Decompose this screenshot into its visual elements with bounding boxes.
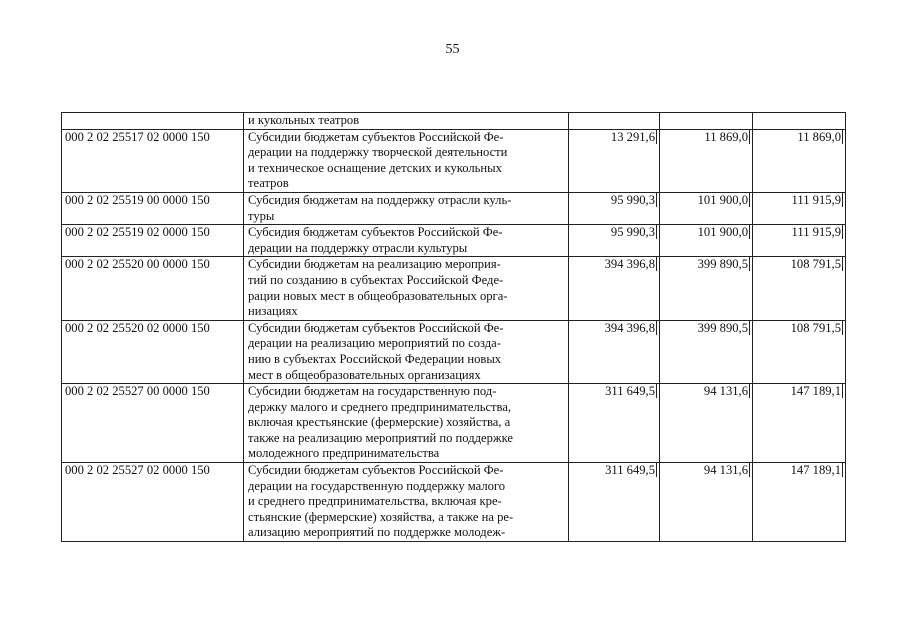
- code-cell: 000 2 02 25517 02 0000 150: [62, 129, 244, 192]
- description-line: и техническое оснащение детских и кукольных: [248, 160, 502, 175]
- value-cell: [753, 463, 846, 542]
- table-row: [62, 463, 846, 542]
- description-cell: [244, 320, 569, 383]
- description-line: дерации на поддержку отрасли культуры: [248, 240, 468, 255]
- table-row: [62, 320, 846, 383]
- value-cell: [569, 192, 660, 224]
- description-line: Субсидии бюджетам на государственную под-: [248, 384, 497, 399]
- table-row: [62, 257, 846, 320]
- description-line: театров: [248, 176, 289, 191]
- value-cell: [660, 113, 753, 130]
- value-cell: [753, 113, 846, 130]
- value-text: 95 990,3: [610, 192, 655, 207]
- code-cell: 000 2 02 25520 00 0000 150: [62, 257, 244, 320]
- code-cell: 000 2 02 25527 02 0000 150: [62, 463, 244, 542]
- table-row: [62, 192, 846, 224]
- description-line: также на реализацию мероприятий по поддержке: [248, 430, 513, 445]
- value-cell: [660, 192, 753, 224]
- value-cell: [753, 384, 846, 463]
- value-cell: [660, 129, 753, 192]
- value-text: 95 990,3: [610, 225, 655, 240]
- value-cell: [753, 192, 846, 224]
- description-line: низациях: [248, 304, 298, 319]
- value-text: 311 649,5: [605, 463, 655, 478]
- description-line: Субсидии бюджетам субъектов Российской Фе-: [248, 129, 504, 144]
- value-cell: [569, 129, 660, 192]
- value-cell: [569, 384, 660, 463]
- value-text: 108 791,5: [790, 320, 841, 335]
- value-cell: [753, 257, 846, 320]
- description-line: дерации на реализацию мероприятий по созда-: [248, 336, 501, 351]
- value-cell: [660, 225, 753, 257]
- value-cell: [753, 129, 846, 192]
- value-cell: [660, 257, 753, 320]
- value-cell: [569, 225, 660, 257]
- code-cell: 000 2 02 25527 00 0000 150: [62, 384, 244, 463]
- value-cell: [660, 384, 753, 463]
- description-cell: [244, 192, 569, 224]
- value-cell: [569, 257, 660, 320]
- value-cell: [569, 463, 660, 542]
- description-line: дерации на поддержку творческой деятельности: [248, 145, 508, 160]
- value-text: 108 791,5: [790, 257, 841, 272]
- code-cell: 000 2 02 25519 00 0000 150: [62, 192, 244, 224]
- description-line: включая крестьянские (фермерские) хозяйства, а: [248, 415, 511, 430]
- description-line: Субсидии бюджетам субъектов Российской Фе-: [248, 463, 504, 478]
- description-line: стьянские (фермерские) хозяйства, а также на ре-: [248, 509, 514, 524]
- value-text: 94 131,6: [703, 463, 748, 478]
- value-text: 111 915,9: [791, 225, 841, 240]
- value-cell: [569, 320, 660, 383]
- value-text: 147 189,1: [790, 384, 841, 399]
- value-cell: [660, 320, 753, 383]
- description-line: Субсидии бюджетам субъектов Российской Фе-: [248, 320, 504, 335]
- description-line: Субсидии бюджетам на реализацию мероприя-: [248, 257, 501, 272]
- budget-table: [61, 112, 846, 542]
- description-line: Субсидия бюджетам на поддержку отрасли куль-: [248, 192, 512, 207]
- value-text: 111 915,9: [791, 192, 841, 207]
- description-cell: [244, 463, 569, 542]
- description-line: тий по созданию в субъектах Российской Феде-: [248, 272, 504, 287]
- value-cell: [753, 320, 846, 383]
- page-number: 55: [445, 42, 460, 57]
- description-line: рации новых мест в общеобразовательных орга-: [248, 288, 508, 303]
- value-text: 147 189,1: [790, 463, 841, 478]
- description-line: и среднего предпринимательства, включая кре-: [248, 494, 502, 509]
- description-cell: [244, 257, 569, 320]
- value-text: 11 869,0: [704, 129, 748, 144]
- value-cell: [569, 113, 660, 130]
- description-line: ализацию мероприятий по поддержке молодеж-: [248, 525, 506, 540]
- code-cell: 000 2 02 25519 02 0000 150: [62, 225, 244, 257]
- table-body: [62, 113, 846, 542]
- code-cell: 000 2 02 25520 02 0000 150: [62, 320, 244, 383]
- description-line: нию в субъектах Российской Федерации новых: [248, 351, 502, 366]
- description-cell: [244, 113, 569, 130]
- description-cell: [244, 225, 569, 257]
- value-text: 399 890,5: [697, 257, 748, 272]
- description-line: мест в общеобразовательных организациях: [248, 367, 481, 382]
- value-cell: [660, 463, 753, 542]
- description-line: молодежного предпринимательства: [248, 446, 440, 461]
- value-text: 394 396,8: [604, 257, 655, 272]
- table-row: [62, 129, 846, 192]
- value-text: 11 869,0: [797, 129, 841, 144]
- value-text: 101 900,0: [697, 192, 748, 207]
- description-line: Субсидия бюджетам субъектов Российской Фе-: [248, 225, 503, 240]
- value-text: 311 649,5: [605, 384, 655, 399]
- code-cell: [62, 113, 244, 130]
- description-line: туры: [248, 208, 275, 223]
- description-line: держку малого и среднего предпринимательства,: [248, 399, 512, 414]
- table-row: [62, 384, 846, 463]
- description-line: дерации на государственную поддержку малого: [248, 478, 506, 493]
- table-row-continuation: [62, 113, 846, 130]
- value-text: 394 396,8: [604, 320, 655, 335]
- value-text: 94 131,6: [703, 384, 748, 399]
- value-cell: [753, 225, 846, 257]
- value-text: 101 900,0: [697, 225, 748, 240]
- description-line: и кукольных театров: [248, 113, 360, 127]
- description-cell: [244, 384, 569, 463]
- table-row: [62, 225, 846, 257]
- value-text: 13 291,6: [610, 129, 655, 144]
- description-cell: [244, 129, 569, 192]
- value-text: 399 890,5: [697, 320, 748, 335]
